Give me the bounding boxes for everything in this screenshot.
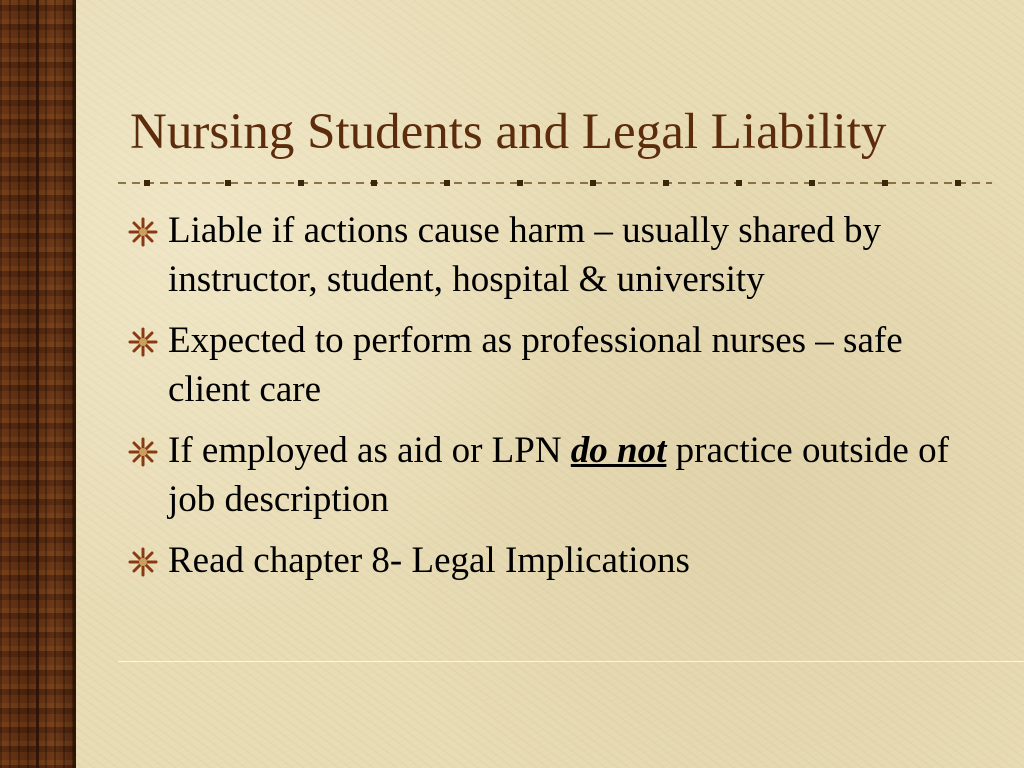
bullet-item [128,536,978,585]
bullet-text-before: If employed as aid or LPN [168,430,571,471]
bullet-emphasis: do not [570,430,667,471]
wood-seam-edge [73,0,76,768]
title-divider [118,176,992,190]
starburst-bullet-icon [128,327,158,357]
bullet-text: Read chapter 8- Legal Implications [168,540,690,581]
bullet-text: Expected to perform as professional nurses – safe client care [168,320,903,410]
bullet-text: Liable if actions cause harm – usually shared by instructor, student, hospital & university [168,210,882,300]
starburst-bullet-icon [128,547,158,577]
footer-divider [118,661,1024,662]
wood-seam [36,0,39,768]
starburst-bullet-icon [128,437,158,467]
slide-title: Nursing Students and Legal Liability [130,104,887,160]
bullet-item [128,206,978,304]
bullet-list [128,206,978,597]
bullet-text-after: practice outside of job description [168,430,949,520]
bullet-item [128,426,978,524]
bullet-item [128,316,978,414]
starburst-bullet-icon [128,217,158,247]
